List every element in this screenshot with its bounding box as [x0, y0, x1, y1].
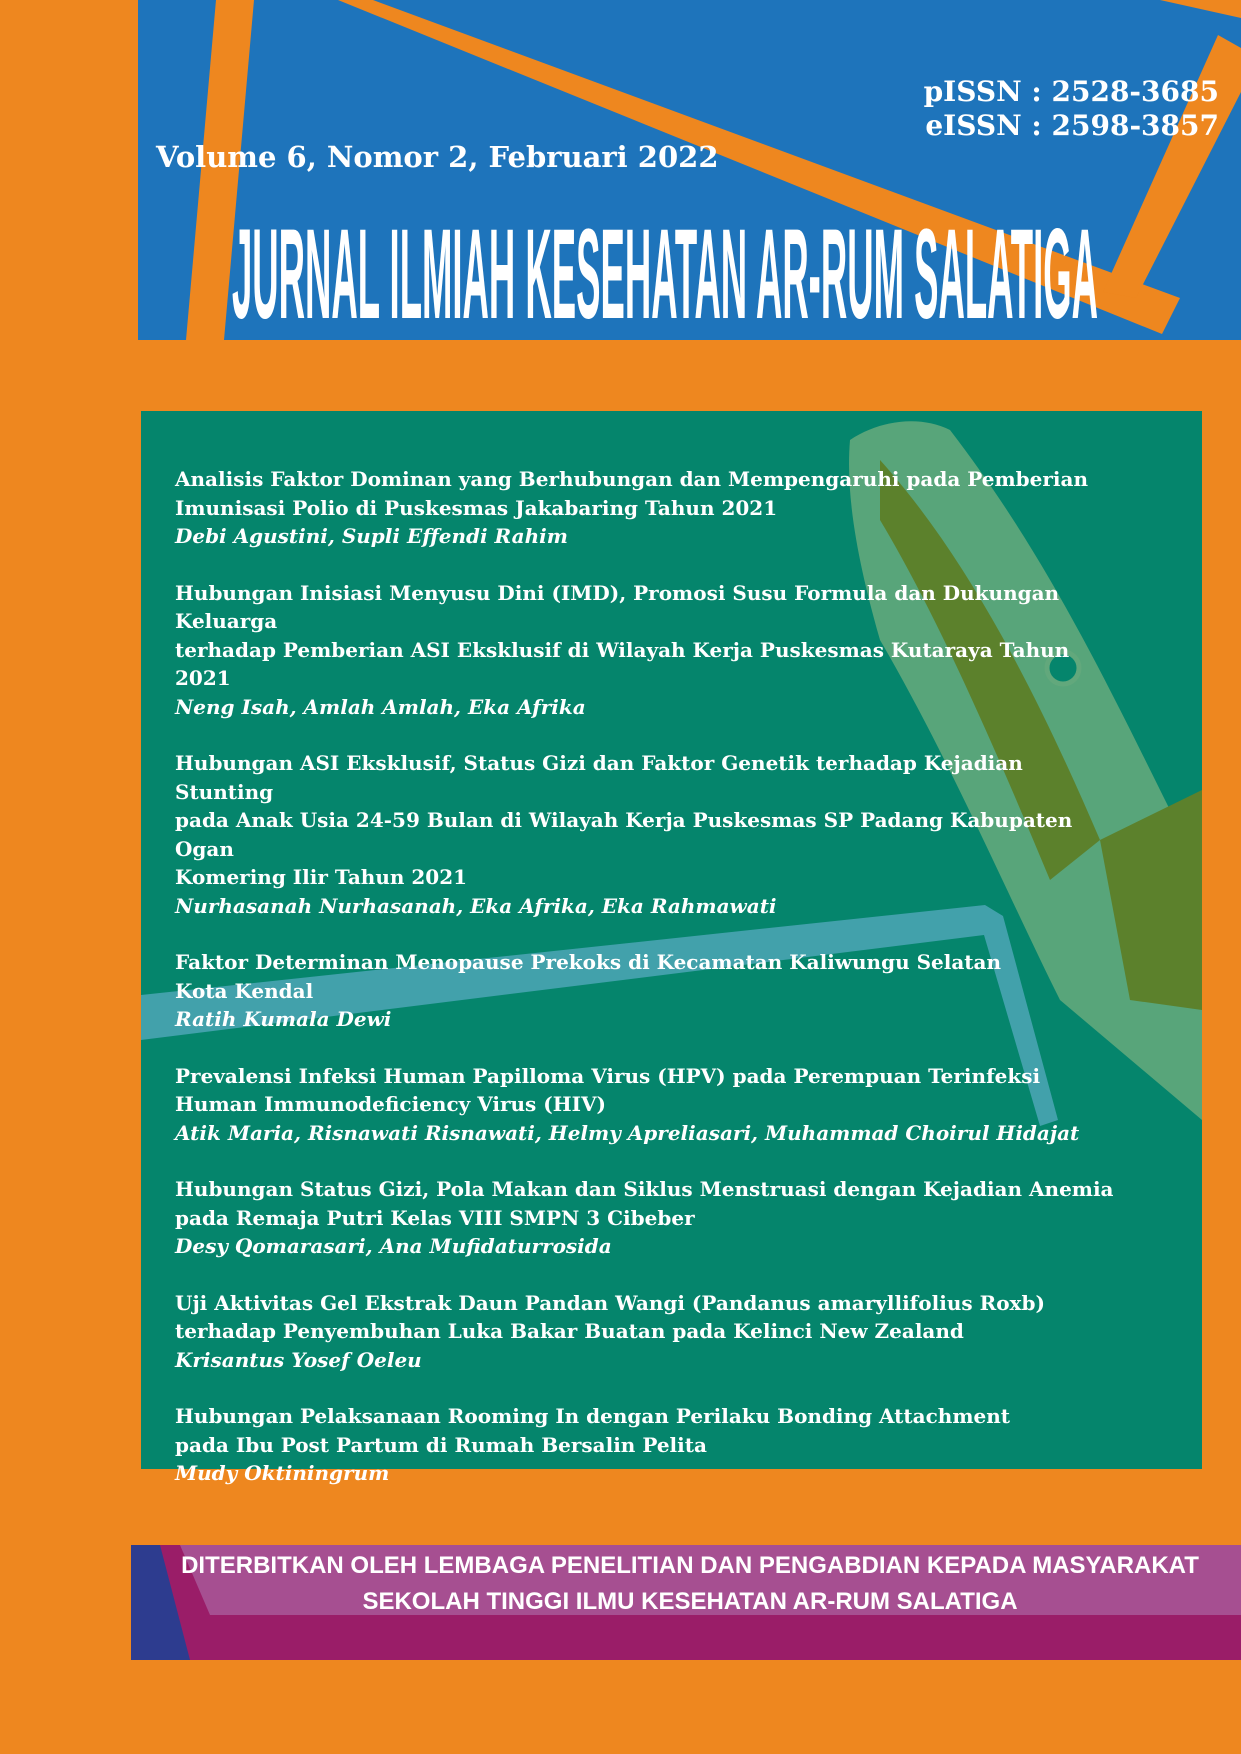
article-title-line: Komering Ilir Tahun 2021	[175, 865, 468, 889]
article-entry	[175, 1062, 1125, 1148]
issn-block	[879, 75, 1219, 143]
table-of-contents	[175, 465, 1125, 1516]
article-entry	[175, 749, 1125, 920]
article-title-line: terhadap Penyembuhan Luka Bakar Buatan pada Kelinci New Zealand	[175, 1319, 964, 1343]
article-title-line: pada Remaja Putri Kelas VIII SMPN 3 Cibeber	[175, 1205, 695, 1230]
article-title-line: Imunisasi Polio di Puskesmas Jakabaring Tahun 2021	[175, 495, 778, 520]
print-issn: pISSN : 2528-3685	[923, 75, 1219, 108]
article-title-line: pada Anak Usia 24-59 Bulan di Wilayah Kerja Puskesmas SP Padang Kabupaten Ogan	[175, 808, 1073, 861]
article-authors: Neng Isah, Amlah Amlah, Eka Afrika	[175, 694, 586, 719]
article-title-line: Hubungan Status Gizi, Pola Makan dan Siklus Menstruasi dengan Kejadian Anemia	[175, 1177, 1114, 1201]
article-title-line: Prevalensi Infeksi Human Papilloma Virus (HPV) pada Perempuan Terinfeksi	[175, 1063, 1041, 1088]
article-title-line: Hubungan ASI Eksklusif, Status Gizi dan Faktor Genetik terhadap Kejadian Stunting	[175, 751, 1023, 804]
journal-title	[232, 185, 1102, 335]
article-title-line: Kota Kendal	[175, 978, 314, 1003]
article-authors: Atik Maria, Risnawati Risnawati, Helmy Apreliasari, Muhammad Choirul Hidajat	[175, 1120, 1080, 1145]
article-entry	[175, 465, 1125, 551]
publisher-info	[180, 1548, 1200, 1620]
article-title-line: Hubungan Pelaksanaan Rooming In dengan Perilaku Bonding Attachment	[175, 1404, 1010, 1428]
article-entry	[175, 1289, 1125, 1375]
article-title-line: terhadap Pemberian ASI Eksklusif di Wilayah Kerja Puskesmas Kutaraya Tahun 2021	[175, 637, 1070, 690]
journal-title-text: JURNAL ILMIAH KESEHATAN AR-RUM SALATIGA	[232, 203, 1098, 335]
article-title-line: Faktor Determinan Menopause Prekoks di Kecamatan Kaliwungu Selatan	[175, 950, 1002, 974]
publisher-line-1: DITERBITKAN OLEH LEMBAGA PENELITIAN DAN PENGABDIAN KEPADA MASYARAKAT	[181, 1552, 1199, 1579]
electronic-issn: eISSN : 2598-3857	[925, 109, 1219, 142]
article-entry	[175, 1402, 1125, 1488]
article-authors: Desy Qomarasari, Ana Mufidaturrosida	[175, 1234, 612, 1258]
article-authors: Ratih Kumala Dewi	[175, 1007, 392, 1031]
article-title-line: Hubungan Inisiasi Menyusu Dini (IMD), Promosi Susu Formula dan Dukungan Keluarga	[175, 580, 1060, 633]
volume-line: Volume 6, Nomor 2, Februari 2022	[156, 140, 719, 174]
article-authors: Krisantus Yosef Oeleu	[175, 1347, 422, 1372]
article-entry	[175, 579, 1125, 722]
article-entry	[175, 1175, 1125, 1261]
article-title-line: Human Immunodeficiency Virus (HIV)	[175, 1092, 606, 1116]
article-title-line: Uji Aktivitas Gel Ekstrak Daun Pandan Wangi (Pandanus amaryllifolius Roxb)	[175, 1290, 1045, 1315]
article-authors: Mudy Oktiningrum	[175, 1461, 390, 1485]
article-title-line: pada Ibu Post Partum di Rumah Bersalin Pelita	[175, 1432, 707, 1457]
publisher-line-2: SEKOLAH TINGGI ILMU KESEHATAN AR-RUM SALATIGA	[362, 1588, 1018, 1615]
article-title-line: Analisis Faktor Dominan yang Berhubungan dan Mempengaruhi pada Pemberian	[175, 467, 1088, 491]
article-authors: Nurhasanah Nurhasanah, Eka Afrika, Eka Rahmawati	[175, 893, 777, 918]
article-authors: Debi Agustini, Supli Effendi Rahim	[175, 524, 568, 548]
article-entry	[175, 948, 1125, 1034]
